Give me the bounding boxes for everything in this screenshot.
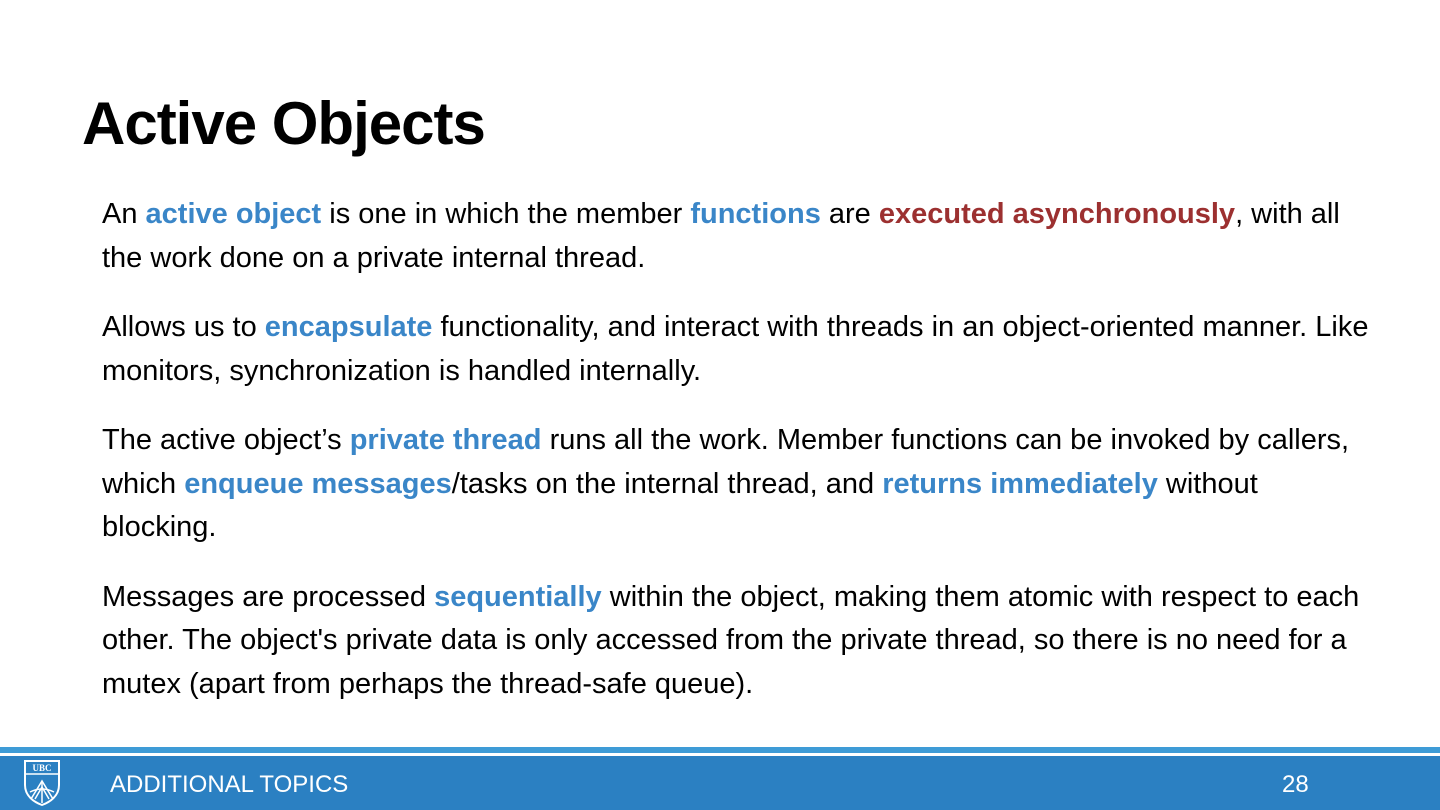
ubc-crest-icon xyxy=(22,759,62,806)
ubc-logo-text: UBC xyxy=(32,763,52,773)
body-text: are xyxy=(820,198,879,230)
footer-section-label: ADDITIONAL TOPICS xyxy=(110,771,349,798)
highlight-term: private thread xyxy=(349,424,542,456)
slide-footer xyxy=(0,756,1440,810)
body-text: /tasks on the internal thread, and xyxy=(451,467,883,500)
body-text: The active object’s xyxy=(102,424,350,456)
footer-divider xyxy=(0,747,1440,753)
paragraph-private-thread xyxy=(102,419,1372,550)
body-text: An xyxy=(102,198,146,230)
highlight-term: returns immediately xyxy=(882,467,1158,500)
highlight-term: active object xyxy=(145,198,322,230)
highlight-term: functions xyxy=(690,198,821,230)
slide-title: Active Objects xyxy=(82,90,485,157)
highlight-emphasis: executed asynchronously xyxy=(878,198,1236,230)
highlight-term: sequentially xyxy=(434,580,602,613)
page-number: 28 xyxy=(1282,771,1309,798)
paragraph-active-object-definition xyxy=(102,193,1372,280)
body-text: is one in which the member xyxy=(321,198,691,230)
highlight-term: enqueue messages xyxy=(184,467,452,500)
highlight-term: encapsulate xyxy=(264,311,433,343)
body-text: runs all the work. Member functions can be invoked by callers, which xyxy=(102,424,1350,500)
slide-body xyxy=(102,193,1372,732)
body-text: Messages are processed xyxy=(102,580,435,613)
body-text: without blocking. xyxy=(102,467,1258,543)
body-text: Allows us to xyxy=(102,311,265,343)
body-text: within the object, making them atomic with respect to each other. The object's private data is only accessed from the private thread, so there is no need for a mutex (apart from perhaps the thread-safe queue). xyxy=(102,580,1360,700)
paragraph-sequential-processing xyxy=(102,576,1372,707)
body-text: , with all the work done on a private internal thread. xyxy=(102,198,1340,274)
body-text: functionality, and interact with threads in an object-oriented manner. Like monitors, synchronization is handled internally. xyxy=(102,311,1369,387)
paragraph-encapsulation xyxy=(102,306,1372,393)
